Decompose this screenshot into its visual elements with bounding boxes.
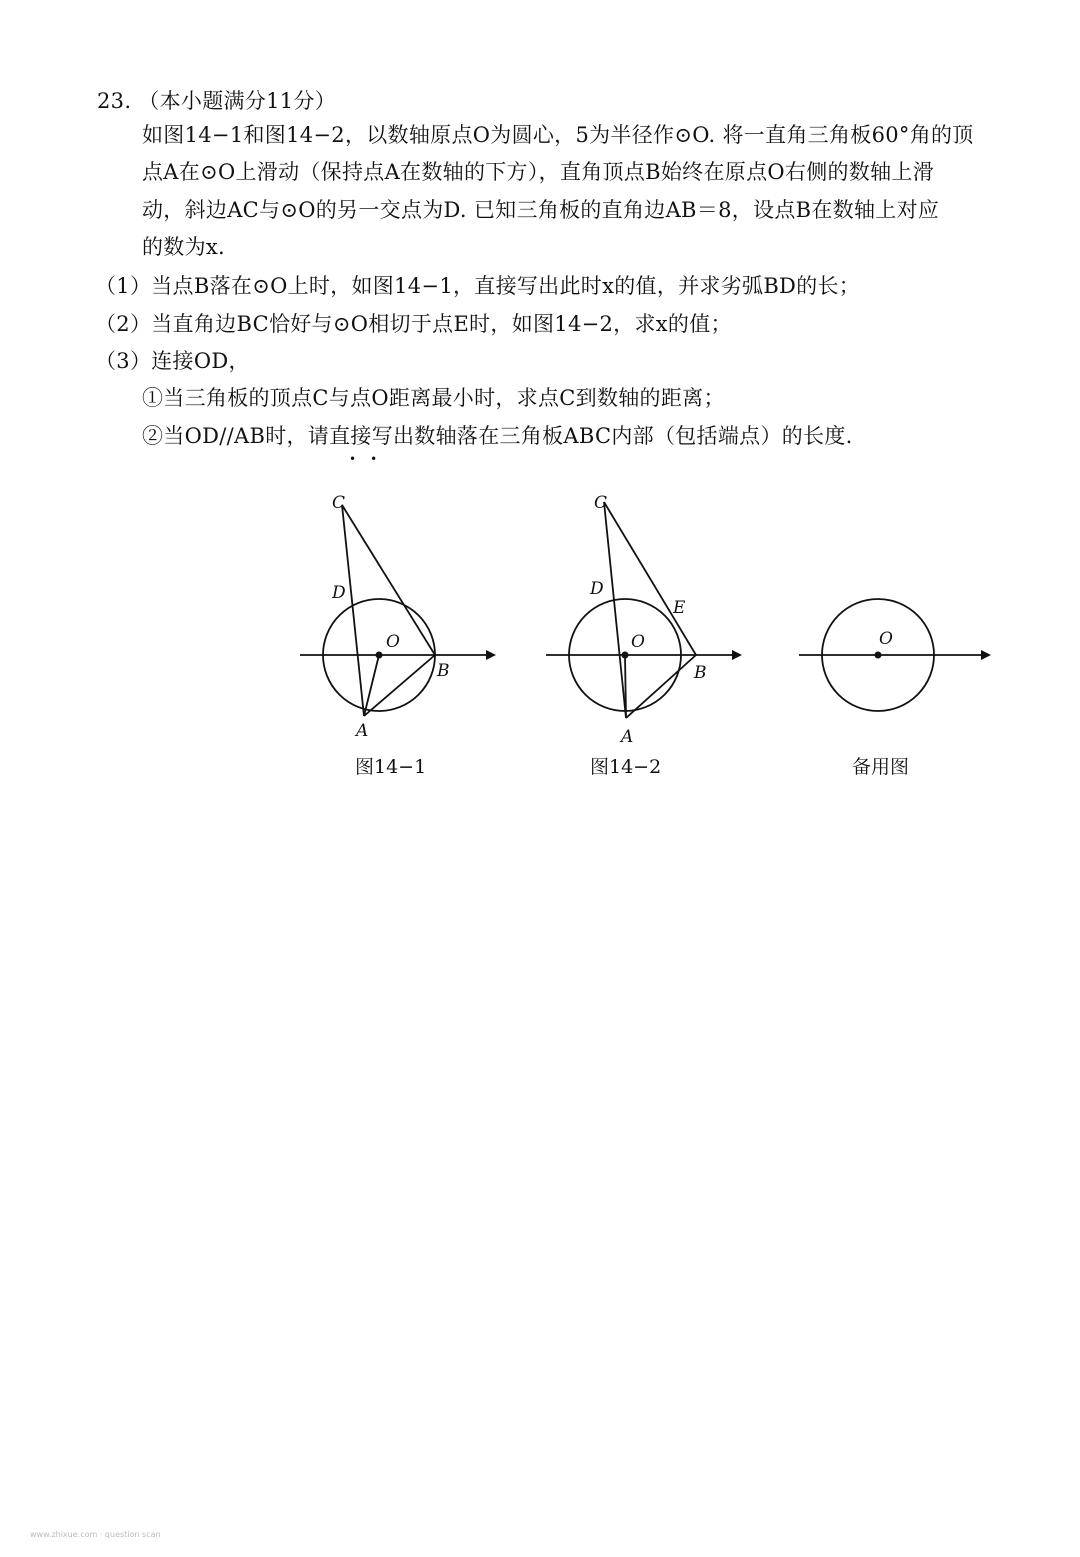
label-b: B bbox=[694, 663, 707, 683]
side-ab bbox=[626, 655, 696, 718]
figure-14-2 bbox=[540, 480, 750, 750]
statement-line-2: 点A在⊙O上滑动（保持点A在数轴的下方），直角顶点B始终在原点O右侧的数轴上滑 bbox=[142, 160, 934, 184]
axis-arrow-icon bbox=[981, 650, 991, 660]
label-e: E bbox=[673, 598, 686, 618]
label-a: A bbox=[356, 721, 369, 741]
figure-spare-caption: 备用图 bbox=[852, 756, 910, 778]
statement-line-4: 的数为x. bbox=[142, 235, 226, 259]
figure-14-1-caption: 图14−1 bbox=[355, 756, 427, 778]
label-d: D bbox=[332, 583, 346, 603]
sub-question-3-1: ①当三角板的顶点C与点O距离最小时，求点C到数轴的距离； bbox=[142, 386, 725, 410]
score-note: （本小题满分11分） bbox=[138, 89, 337, 113]
axis-arrow-icon bbox=[732, 650, 742, 660]
question-header bbox=[97, 86, 336, 116]
statement-line-1: 如图14−1和图14−2，以数轴原点O为圆心，5为半径作⊙O. 将一直角三角板60°角的顶 bbox=[142, 123, 974, 147]
label-o: O bbox=[386, 632, 400, 652]
label-b: B bbox=[437, 661, 450, 681]
figure-14-2-caption: 图14−2 bbox=[590, 756, 662, 778]
segment-oa bbox=[364, 655, 379, 716]
label-a: A bbox=[621, 727, 634, 747]
sub-question-2: （2）当直角边BC恰好与⊙O相切于点E时，如图14−2，求x的值； bbox=[95, 312, 732, 336]
axis-arrow-icon bbox=[486, 650, 496, 660]
origin-point bbox=[376, 652, 383, 659]
sub-question-3: （3）连接OD， bbox=[95, 349, 250, 373]
statement-line-3: 动，斜边AC与⊙O的另一交点为D. 已知三角板的直角边AB＝8，设点B在数轴上对应 bbox=[142, 198, 940, 222]
label-c: C bbox=[594, 493, 608, 513]
segment-oa bbox=[625, 655, 626, 718]
label-o: O bbox=[879, 629, 893, 649]
emphasis-dots: •• bbox=[349, 452, 392, 466]
label-d: D bbox=[590, 579, 604, 599]
label-c: C bbox=[332, 493, 346, 513]
footer-watermark: www.zhixue.com · question scan bbox=[30, 1530, 161, 1539]
question-number: 23. bbox=[97, 89, 132, 113]
sub-question-1: （1）当点B落在⊙O上时，如图14−1，直接写出此时x的值，并求劣弧BD的长； bbox=[95, 274, 861, 298]
label-o: O bbox=[631, 632, 645, 652]
sub-question-3-2: ②当OD//AB时，请直接写出数轴落在三角板ABC内部（包括端点）的长度. bbox=[142, 424, 853, 448]
figure-spare bbox=[795, 480, 1005, 750]
origin-point bbox=[875, 652, 882, 659]
origin-point bbox=[622, 652, 629, 659]
figure-14-1 bbox=[290, 480, 500, 750]
